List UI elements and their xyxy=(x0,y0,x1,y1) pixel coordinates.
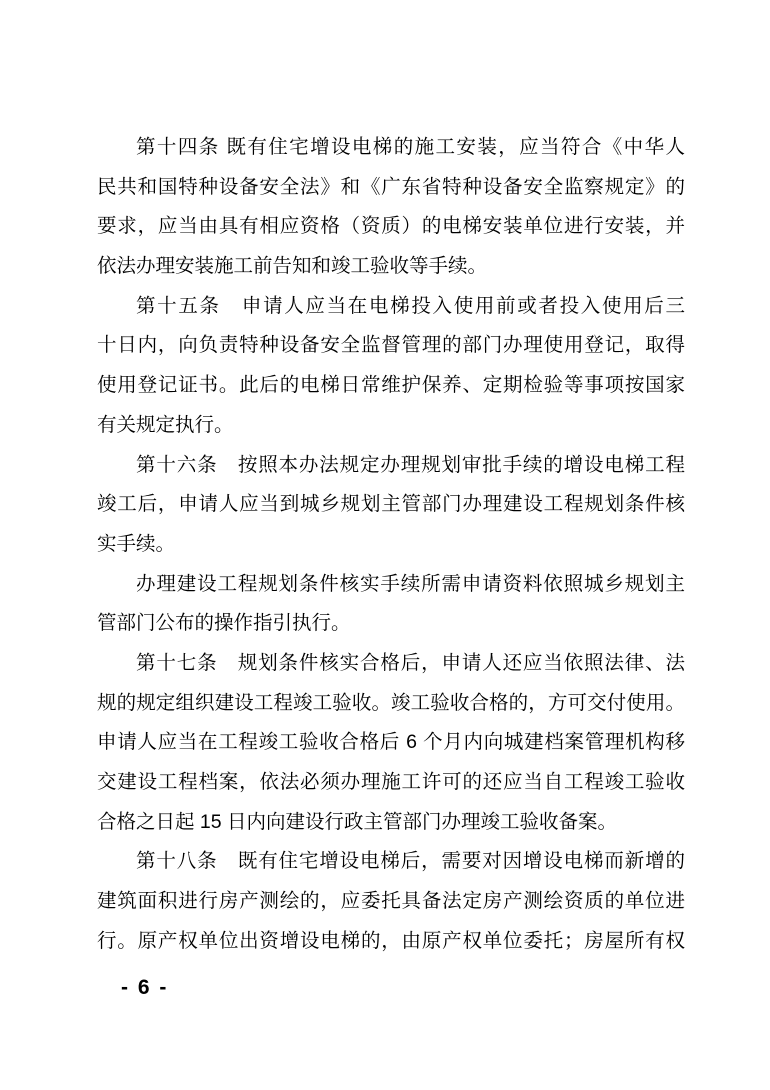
text-line: 办理建设工程规划条件核实手续所需申请资料依照城乡规划主 xyxy=(136,572,685,595)
text-line: 有关规定执行。 xyxy=(97,413,234,436)
paragraph xyxy=(97,446,685,565)
paragraph xyxy=(97,128,685,287)
text-line: 第十七条 规划条件核实合格后，申请人还应当依照法律、法 xyxy=(136,651,685,674)
text-line: 申请人应当在工程竣工验收合格后 6 个月内向城建档案管理机构移 xyxy=(97,731,685,754)
text-line: 第十五条 申请人应当在电梯投入使用前或者投入使用后三 xyxy=(136,294,685,317)
text-line: 建筑面积进行房产测绘的，应委托具备法定房产测绘资质的单位进 xyxy=(97,890,685,913)
paragraph xyxy=(97,565,685,644)
text-line: 合格之日起 15 日内向建设行政主管部门办理竣工验收备案。 xyxy=(97,810,618,833)
text-line: 第十八条 既有住宅增设电梯后，需要对因增设电梯而新增的 xyxy=(136,850,685,873)
text-line: 竣工后，申请人应当到城乡规划主管部门办理建设工程规划条件核 xyxy=(97,493,685,516)
text-line: 民共和国特种设备安全法》和《广东省特种设备安全监察规定》的 xyxy=(97,175,685,198)
text-line: 实手续。 xyxy=(97,532,176,555)
page-number: - 6 - xyxy=(121,976,169,999)
text-line: 管部门公布的操作指引执行。 xyxy=(97,612,351,635)
text-line: 使用登记证书。此后的电梯日常维护保养、定期检验等事项按国家 xyxy=(97,374,685,397)
document-body xyxy=(97,128,685,961)
paragraph xyxy=(97,644,685,842)
text-line: 依法办理安装施工前告知和竣工验收等手续。 xyxy=(97,255,488,278)
text-line: 规的规定组织建设工程竣工验收。竣工验收合格的，方可交付使用。 xyxy=(97,691,685,714)
text-line: 行。原产权单位出资增设电梯的，由原产权单位委托；房屋所有权 xyxy=(97,929,685,952)
text-line: 第十四条 既有住宅增设电梯的施工安装，应当符合《中华人 xyxy=(136,136,685,158)
text-line: 交建设工程档案，依法必须办理施工许可的还应当自工程竣工验收 xyxy=(97,771,685,793)
paragraph xyxy=(97,287,685,446)
paragraph xyxy=(97,842,685,961)
text-line: 十日内，向负责特种设备安全监督管理的部门办理使用登记，取得 xyxy=(97,334,685,357)
text-line: 第十六条 按照本办法规定办理规划审批手续的增设电梯工程 xyxy=(136,453,685,476)
page-footer xyxy=(121,976,168,1000)
text-line: 要求，应当由具有相应资格（资质）的电梯安装单位进行安装，并 xyxy=(97,215,685,238)
